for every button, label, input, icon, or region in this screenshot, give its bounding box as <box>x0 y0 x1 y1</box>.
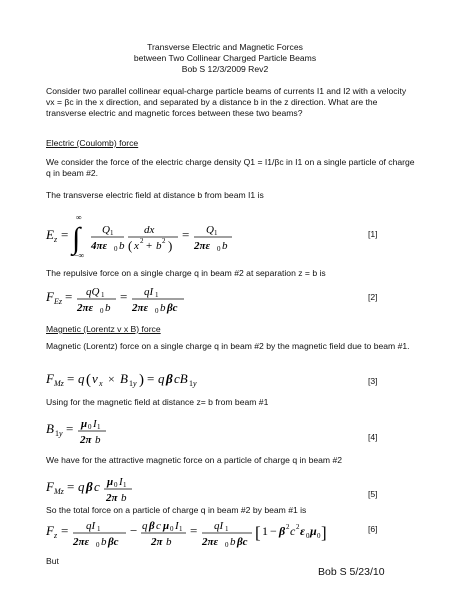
svg-text:I: I <box>93 418 97 430</box>
svg-text:y: y <box>133 379 137 388</box>
svg-text:0: 0 <box>155 307 159 315</box>
svg-text:1: 1 <box>214 229 218 237</box>
svg-text:x: x <box>99 379 103 388</box>
doc-title-line1: Transverse Electric and Magnetic Forces <box>147 42 303 52</box>
svg-text:=: = <box>147 371 155 386</box>
equation-6 <box>44 514 364 554</box>
svg-text:2πε: 2πε <box>194 240 211 252</box>
svg-text:z: z <box>54 531 58 540</box>
svg-text:1: 1 <box>179 525 183 533</box>
svg-text:Ez: Ez <box>54 297 62 306</box>
svg-text:qI: qI <box>144 286 154 298</box>
svg-text:=: = <box>61 227 69 242</box>
svg-text:dx: dx <box>144 224 155 236</box>
svg-text:2πε: 2πε <box>73 536 90 548</box>
svg-text:2: 2 <box>286 523 290 531</box>
svg-text:qI: qI <box>214 520 224 532</box>
svg-text:1: 1 <box>155 291 159 299</box>
svg-text:−: − <box>270 524 277 538</box>
equation-2 <box>44 280 224 320</box>
svg-text:F: F <box>46 523 54 538</box>
svg-text:Mz: Mz <box>54 379 64 388</box>
svg-text:0: 0 <box>88 423 92 431</box>
svg-text:0: 0 <box>306 532 310 540</box>
svg-text:c: c <box>156 520 161 532</box>
svg-text:(: ( <box>86 372 91 388</box>
svg-text:B: B <box>120 371 128 386</box>
svg-text:+: + <box>146 240 153 252</box>
svg-text:β: β <box>166 371 173 386</box>
svg-text:Q: Q <box>102 224 110 236</box>
svg-text:1: 1 <box>55 429 59 438</box>
svg-text:F: F <box>46 289 54 304</box>
total-paragraph: So the total force on a particle of charge q in beam #2 by beam #1 is <box>46 505 307 515</box>
equation-6-number: [6] <box>368 524 378 534</box>
svg-text:2π: 2π <box>151 536 163 548</box>
svg-text:Q: Q <box>206 224 214 236</box>
svg-text:=: = <box>182 227 190 242</box>
equation-4-number: [4] <box>368 432 378 442</box>
svg-text:I: I <box>175 520 179 532</box>
svg-text:μ: μ <box>107 476 114 488</box>
svg-text:2π: 2π <box>106 492 118 504</box>
svg-text:β: β <box>86 479 93 494</box>
svg-text:1: 1 <box>101 291 105 299</box>
svg-text:1: 1 <box>97 423 101 431</box>
equation-1 <box>44 208 244 262</box>
svg-text:x: x <box>134 240 139 252</box>
svg-text:=: = <box>61 523 69 538</box>
svg-text:b: b <box>101 536 107 548</box>
svg-text:2πε: 2πε <box>202 536 219 548</box>
svg-text:q: q <box>158 371 165 386</box>
svg-text:1: 1 <box>123 481 127 489</box>
section-electric-heading: Electric (Coulomb) force <box>46 138 139 148</box>
svg-text:β: β <box>149 520 155 532</box>
svg-text:0: 0 <box>217 245 221 253</box>
svg-text:−∞: −∞ <box>74 251 85 260</box>
svg-text:b: b <box>119 240 125 252</box>
svg-text:μ: μ <box>310 524 317 538</box>
svg-text:b: b <box>95 434 101 446</box>
svg-text:μ: μ <box>81 418 88 430</box>
svg-text:1: 1 <box>97 525 101 533</box>
svg-text:1: 1 <box>189 379 193 388</box>
signature-note: Bob S 5/23/10 <box>318 566 385 578</box>
svg-text:0: 0 <box>317 532 321 540</box>
svg-text:b: b <box>105 302 111 314</box>
svg-text:=: = <box>120 289 128 304</box>
svg-text:b: b <box>230 536 236 548</box>
electric-paragraph-1: We consider the force of the electric charge density Q1 = I1/βc in I1 on a single particle of charge q in beam #2. <box>46 157 415 178</box>
svg-text:0: 0 <box>170 525 174 533</box>
svg-text:0: 0 <box>100 307 104 315</box>
intro-paragraph: Consider two parallel collinear equal-charge particle beams of currents I1 and I2 with a velocity vx = βc in the x direction, and separated by a distance b in the z direction. What are the transverse electric and magnetic forces between these two beams? <box>46 86 407 118</box>
svg-text:2: 2 <box>296 523 300 531</box>
svg-text:βc: βc <box>237 536 248 548</box>
svg-text:q: q <box>78 371 85 386</box>
svg-text:b: b <box>166 536 172 548</box>
doc-title-line2: between Two Collinear Charged Particle Beams <box>133 53 317 63</box>
svg-text:2πε: 2πε <box>77 302 94 314</box>
svg-text:q: q <box>78 479 85 494</box>
svg-text:Mz: Mz <box>54 487 64 496</box>
svg-text:0: 0 <box>114 245 118 253</box>
svg-text:q: q <box>142 520 148 532</box>
svg-text:1: 1 <box>129 379 133 388</box>
svg-text:2: 2 <box>140 237 144 245</box>
svg-text:B: B <box>46 421 54 436</box>
svg-text:b: b <box>160 302 166 314</box>
svg-text:): ) <box>168 238 173 253</box>
svg-text:b: b <box>156 240 162 252</box>
svg-text:=: = <box>67 371 75 386</box>
svg-text:∫: ∫ <box>72 222 81 255</box>
svg-text:y: y <box>193 379 197 388</box>
svg-text:0: 0 <box>225 541 229 549</box>
svg-text:qI: qI <box>86 520 96 532</box>
svg-text:ε: ε <box>300 524 305 538</box>
svg-text:E: E <box>46 227 54 242</box>
svg-text:1: 1 <box>262 524 268 538</box>
doc-title-line3: Bob S 12/3/2009 Rev2 <box>181 64 269 74</box>
svg-text:I: I <box>119 476 123 488</box>
equation-1-number: [1] <box>368 229 378 239</box>
svg-text:b: b <box>222 240 228 252</box>
equation-5-number: [5] <box>368 489 378 499</box>
svg-text:z: z <box>54 235 58 244</box>
svg-text:b: b <box>121 492 127 504</box>
svg-text:): ) <box>139 372 144 388</box>
svg-text:[: [ <box>255 523 261 542</box>
equation-4 <box>44 410 164 454</box>
svg-text:β: β <box>279 524 286 538</box>
attractive-paragraph: We have for the attractive magnetic force on a particle of charge q in beam #2 <box>46 455 343 465</box>
equation-3 <box>44 366 244 392</box>
svg-text:4πε: 4πε <box>91 240 108 252</box>
svg-text:F: F <box>46 479 54 494</box>
svg-text:=: = <box>67 479 75 494</box>
svg-text:0: 0 <box>96 541 100 549</box>
svg-text:0: 0 <box>114 481 118 489</box>
svg-text:2: 2 <box>162 237 166 245</box>
magnetic-paragraph-2: Using for the magnetic field at distance z= b from beam #1 <box>46 397 269 407</box>
svg-text:2πε: 2πε <box>132 302 149 314</box>
svg-text:qQ: qQ <box>86 286 100 298</box>
svg-text:(: ( <box>128 238 133 253</box>
svg-text:c: c <box>290 524 296 538</box>
svg-text:=: = <box>190 523 198 538</box>
svg-text:βc: βc <box>167 302 178 314</box>
section-magnetic-heading: Magnetic (Lorentz v x B) force <box>46 324 161 334</box>
svg-text:y: y <box>59 429 63 438</box>
svg-text:]: ] <box>321 523 327 542</box>
svg-text:v: v <box>92 371 98 386</box>
equation-2-number: [2] <box>368 292 378 302</box>
svg-text:cB: cB <box>174 371 188 386</box>
svg-text:μ: μ <box>163 520 170 532</box>
svg-text:2π: 2π <box>80 434 92 446</box>
repulsive-paragraph: The repulsive force on a single charge q in beam #2 at separation z = b is <box>46 268 326 278</box>
magnetic-paragraph-1: Magnetic (Lorentz) force on a single charge q in beam #2 by the magnetic field due to beam #1. <box>46 341 410 351</box>
svg-text:c: c <box>94 479 100 494</box>
svg-text:=: = <box>66 421 74 436</box>
svg-text:βc: βc <box>108 536 119 548</box>
equation-3-number: [3] <box>368 376 378 386</box>
svg-text:F: F <box>46 371 54 386</box>
svg-text:=: = <box>65 289 73 304</box>
svg-text:1: 1 <box>110 229 114 237</box>
svg-text:1: 1 <box>225 525 229 533</box>
svg-text:×: × <box>108 372 115 386</box>
svg-text:∞: ∞ <box>76 213 82 222</box>
but-paragraph: But <box>46 556 59 566</box>
svg-text:−: − <box>130 523 138 538</box>
electric-paragraph-2: The transverse electric field at distance b from beam I1 is <box>46 190 264 200</box>
